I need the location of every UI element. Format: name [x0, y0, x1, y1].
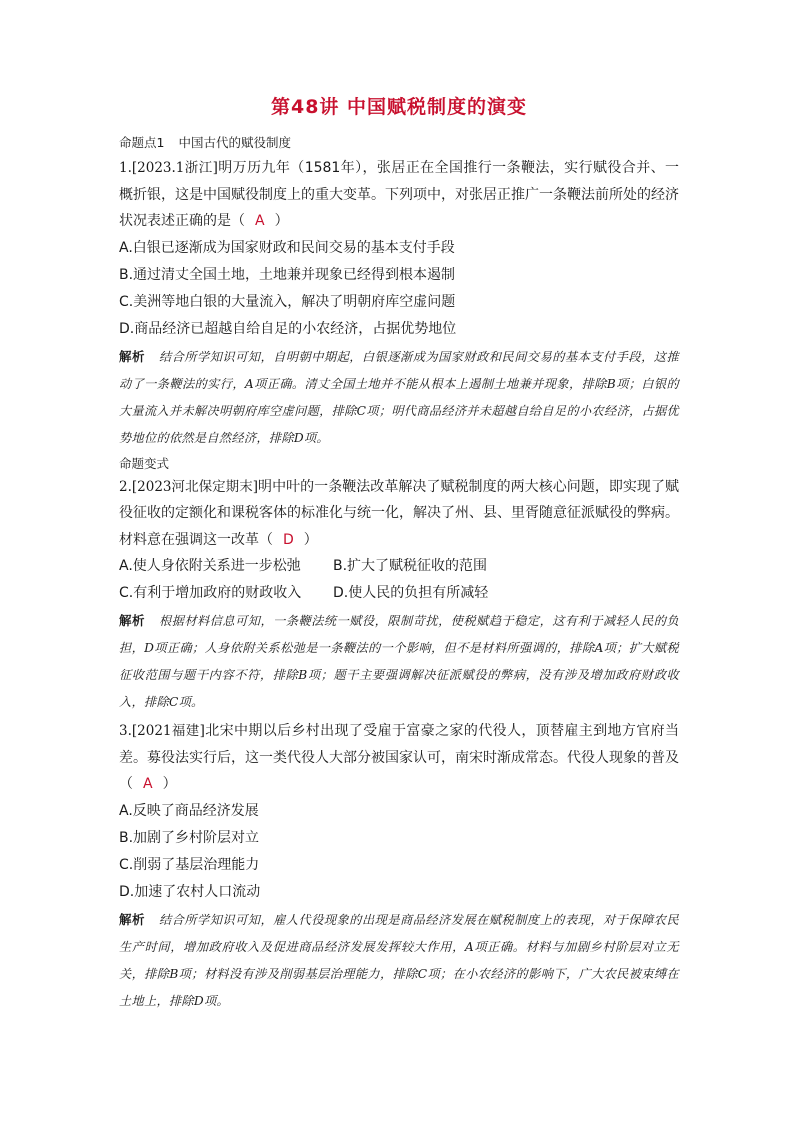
explanation-text: 根据材料信息可知，一条鞭法统一赋役，限制苛扰，使税赋趋于稳定，这有利于减轻人民的负担，D项正确；人身依附关系松弛是一条鞭法的一个影响，但不是材料所强调的，排除A项；扩大赋税征收范围与题干内容不符，排除B项；题干主要强调解决征派赋役的弊病，没有涉及增加政府财政收入，排除C项。	[119, 614, 679, 709]
bracket-close: ）	[162, 776, 177, 792]
option-c: C.美洲等地白银的大量流入，解决了明朝府库空虚问题	[119, 293, 456, 310]
answer-mark: D	[283, 531, 294, 548]
options-row-2	[119, 580, 679, 607]
section-name: 中国古代的赋役制度	[178, 135, 291, 150]
option-c: C.有利于增加政府的财政收入	[119, 585, 302, 601]
question-source: 2.[2023河北保定期末]	[119, 478, 259, 495]
question-text: 北宋中期以后乡村出现了受雇于富豪之家的代役人，顶替雇主到地方官府当差。募役法实行后，这一类代役人大部分被国家认可，南宋时渐成常态。代役人现象的普及（	[119, 723, 679, 792]
variant-heading: 命题变式	[119, 455, 170, 471]
bracket-close: ）	[274, 213, 289, 229]
explanation-text: 结合所学知识可知，自明朝中期起，白银逐渐成为国家财政和民间交易的基本支付手段，这推动了一条鞭法的实行，A项正确。清丈全国土地并不能从根本上遏制土地兼并现象，排除B项；白银的大量流入并未解决明朝府库空虚问题，排除C项；明代商品经济并未超越自给自足的小农经济，占据优势地位的依然是自然经济，排除D项。	[119, 349, 679, 445]
option-a: A.白银已逐渐成为国家财政和民间交易的基本支付手段	[119, 239, 455, 256]
option-b: B.通过清丈全国土地，土地兼并现象已经得到根本遏制	[119, 266, 456, 283]
question-source: 3.[2021福建]	[119, 723, 205, 739]
explanation-tag: 解析	[119, 348, 145, 364]
question-3	[119, 718, 679, 1015]
answer-mark: A	[143, 776, 153, 792]
explanation-text: 结合所学知识可知，雇人代役现象的出现是商品经济发展在赋税制度上的表现，对于保障农民生产时间，增加政府收入及促进商品经济发展发挥较大作用，A项正确。材料与加剧乡村阶层对立无关，排除B项；材料没有涉及削弱基层治理能力，排除C项；在小农经济的影响下，广大农民被束缚在土地上，排除D项。	[119, 912, 679, 1008]
question-text: 明中叶的一条鞭法改革解决了赋税制度的两大核心问题，即实现了赋役征收的定额化和课税客体的标准化与统一化，解决了州、县、里胥随意征派赋役的弊病。材料意在强调这一改革（	[119, 478, 680, 548]
explanation-2	[119, 607, 679, 716]
explanation-1	[119, 343, 679, 452]
question-2	[119, 474, 679, 717]
document-page	[119, 92, 679, 1017]
question-2-stem	[119, 474, 679, 554]
page-title: 第48讲 中国赋税制度的演变	[270, 96, 528, 118]
question-text: 明万历九年（1581年），张居正在全国推行一条鞭法，实行赋役合并、一概折银，这是中国赋役制度上的重大变革。下列项中，对张居正推广一条鞭法前所处的经济状况表述正确的是（	[119, 160, 679, 229]
bracket-close: ）	[303, 531, 318, 548]
section-heading	[119, 133, 679, 151]
question-source: 1.[2023.1浙江]	[119, 160, 218, 176]
option-a: A.反映了商品经济发展	[119, 802, 259, 819]
question-1	[119, 155, 679, 452]
explanation-tag: 解析	[119, 911, 145, 927]
option-a: A.使人身依附关系进一步松弛	[119, 558, 301, 574]
question-3-stem	[119, 718, 679, 798]
option-b: B.扩大了赋税征收的范围	[333, 558, 488, 574]
option-d: D.加速了农村人口流动	[119, 883, 261, 900]
answer-mark: A	[255, 213, 265, 229]
options-row-1	[119, 553, 679, 580]
explanation-tag: 解析	[119, 613, 145, 628]
section-label: 命题点1	[119, 135, 165, 150]
option-d: D.商品经济已超越自给自足的小农经济，占据优势地位	[119, 320, 457, 337]
question-1-stem	[119, 155, 679, 235]
option-d: D.使人民的负担有所减轻	[333, 585, 489, 601]
option-b: B.加剧了乡村阶层对立	[119, 829, 260, 846]
option-c: C.削弱了基层治理能力	[119, 856, 260, 873]
explanation-3	[119, 906, 679, 1015]
